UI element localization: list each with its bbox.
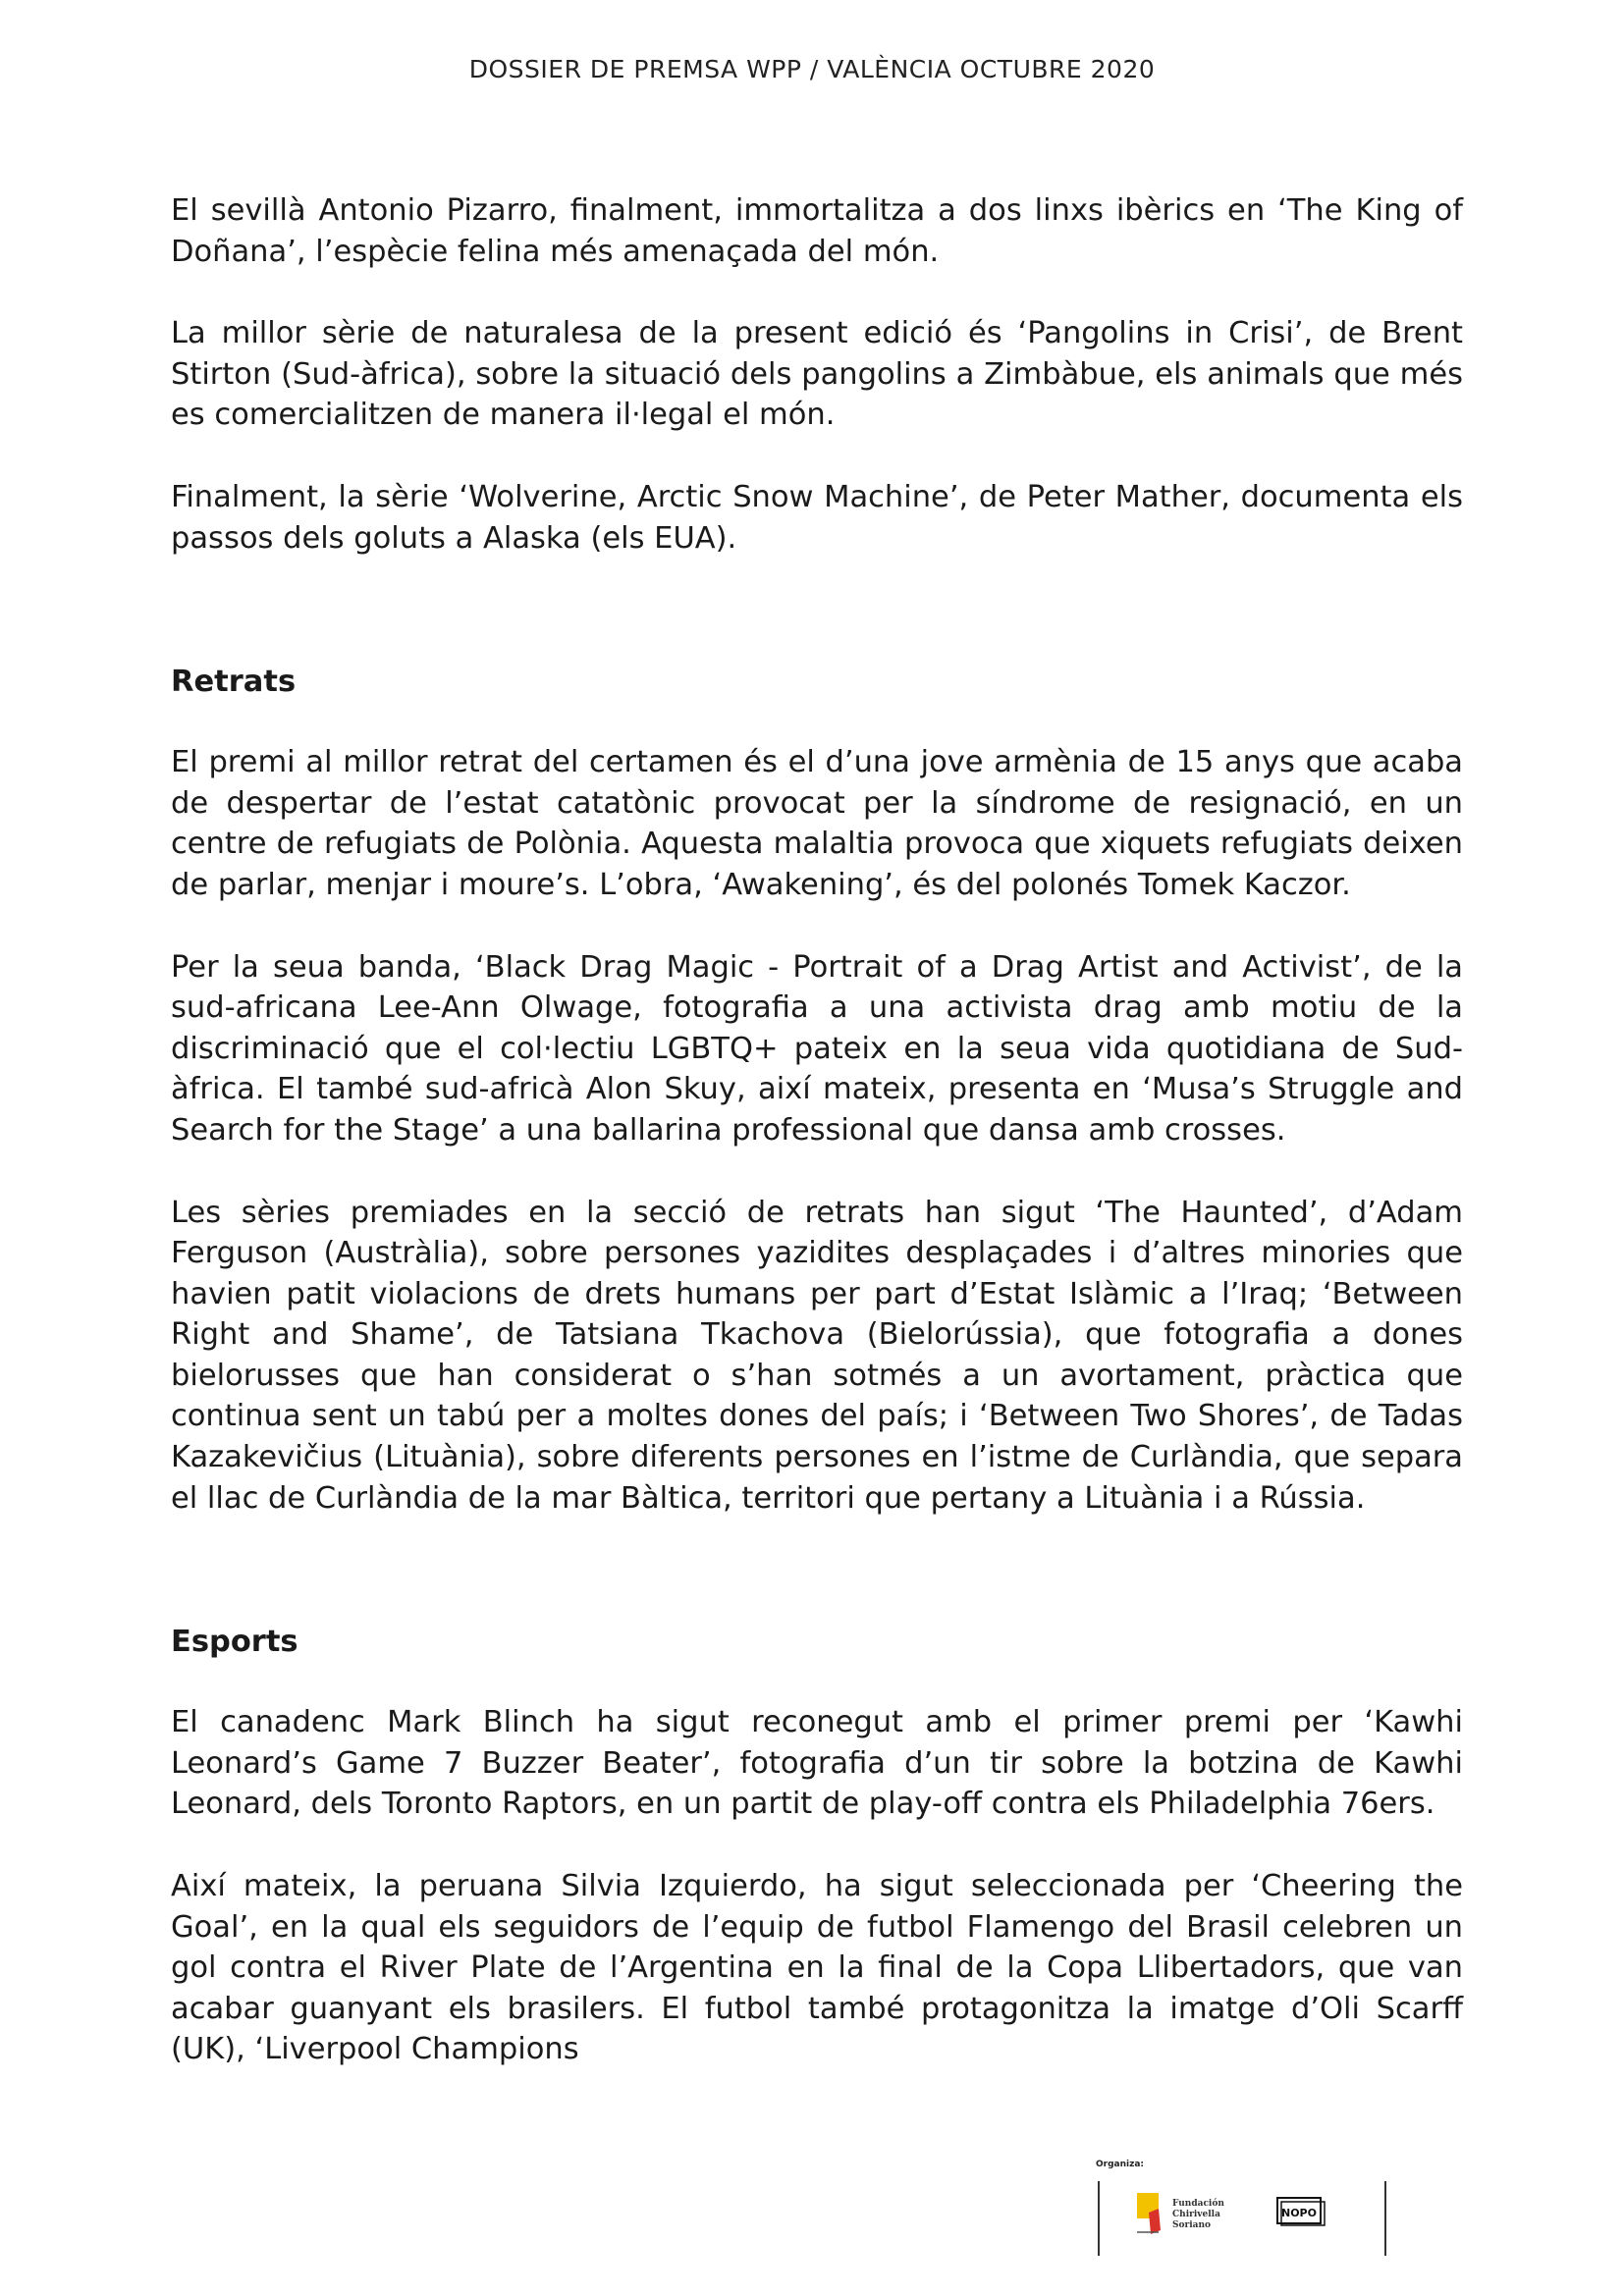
paragraph: El sevillà Antonio Pizarro, finalment, immortalitza a dos linxs ibèrics en ‘The King of Doñana’, l’espècie felina més amenaçada del món. xyxy=(171,193,1463,269)
nopo-label: NOPO xyxy=(1281,2207,1317,2219)
paragraph: Així mateix, la peruana Silvia Izquierdo, ha sigut seleccionada per ‘Cheering the Goal’, en la qual els seguidors de l’equip de futbol Flamengo del Brasil celebren un gol contra el River Plate de l’Argentina en la final de la Copa Llibertadors, que van acabar guanyant els brasilers. El futbol també protagonitza la imatge d’Oli Scarff (UK), ‘Liverpool Champions xyxy=(171,1869,1463,2067)
paragraph: La millor sèrie de naturalesa de la present edició és ‘Pangolins in Crisi’, de Brent Stirton (Sud-àfrica), sobre la situació dels pangolins a Zimbàbue, els animals que més es comercialitzen de manera il·legal el món. xyxy=(171,316,1463,433)
footer-logos xyxy=(1090,2160,1404,2258)
section-heading-retrats: Retrats xyxy=(171,665,297,700)
paragraph: El premi al millor retrat del certamen és el d’una jove armènia de 15 anys que acaba de despertar de l’estat catatònic provocat per la síndrome de resignació, en un centre de refugiats de Polònia. Aquesta malaltia provoca que xiquets refugiats deixen de parlar, menjar i moure’s. L’obra, ‘Awakening’, és del polonés Tomek Kaczor. xyxy=(171,745,1463,902)
page-header: DOSSIER DE PREMSA WPP / VALÈNCIA OCTUBRE 2020 xyxy=(468,55,1156,83)
fundacion-name: Fundación Chirivella Soriano xyxy=(1172,2199,1224,2230)
fundacion-logo-icon xyxy=(1135,2187,1164,2238)
paragraph: Per la seua banda, ‘Black Drag Magic - Portrait of a Drag Artist and Activist’, de la sud-africana Lee-Ann Olwage, fotografia a una activista drag amb motiu de la discriminació que el col·lectiu LGBTQ+ pateix en la seua vida quotidiana de Sud-àfrica. El també sud-africà Alon Skuy, així mateix, presenta en ‘Musa’s Struggle and Search for the Stage’ a una ballarina professional que dansa amb crosses. xyxy=(171,949,1463,1148)
divider xyxy=(1098,2181,1100,2256)
section-heading-esports: Esports xyxy=(171,1625,298,1660)
organiza-label: Organiza: xyxy=(1096,2160,1145,2169)
paragraph: Finalment, la sèrie ‘Wolverine, Arctic Snow Machine’, de Peter Mather, documenta els passos dels goluts a Alaska (els EUA). xyxy=(171,479,1463,556)
nopo-logo-icon xyxy=(1276,2197,1326,2226)
paragraph: El canadenc Mark Blinch ha sigut reconegut amb el primer premi per ‘Kawhi Leonard’s Game 7 Buzzer Beater’, fotografia d’un tir sobre la botzina de Kawhi Leonard, dels Toronto Raptors, en un partit de play-off contra els Philadelphia 76ers. xyxy=(171,1705,1463,1822)
divider xyxy=(1384,2181,1386,2256)
document-body xyxy=(171,190,1463,2070)
paragraph: Les sèries premiades en la secció de retrats han sigut ‘The Haunted’, d’Adam Ferguson (Austràlia), sobre persones yazidites desplaçades i d’altres minories que havien patit violacions de drets humans per part d’Estat Islàmic a l’Iraq; ‘Between Right and Shame’, de Tatsiana Tkachova (Bielorússia), que fotografia a dones bielorusses que han considerat o s’han sotmés a un avortament, pràctica que continua sent un tabú per a moltes dones del país; i ‘Between Two Shores’, de Tadas Kazakevičius (Lituània), sobre diferents persones en l’istme de Curlàndia, que separa el llac de Curlàndia de la mar Bàltica, territori que pertany a Lituània i a Rússia. xyxy=(171,1195,1463,1516)
